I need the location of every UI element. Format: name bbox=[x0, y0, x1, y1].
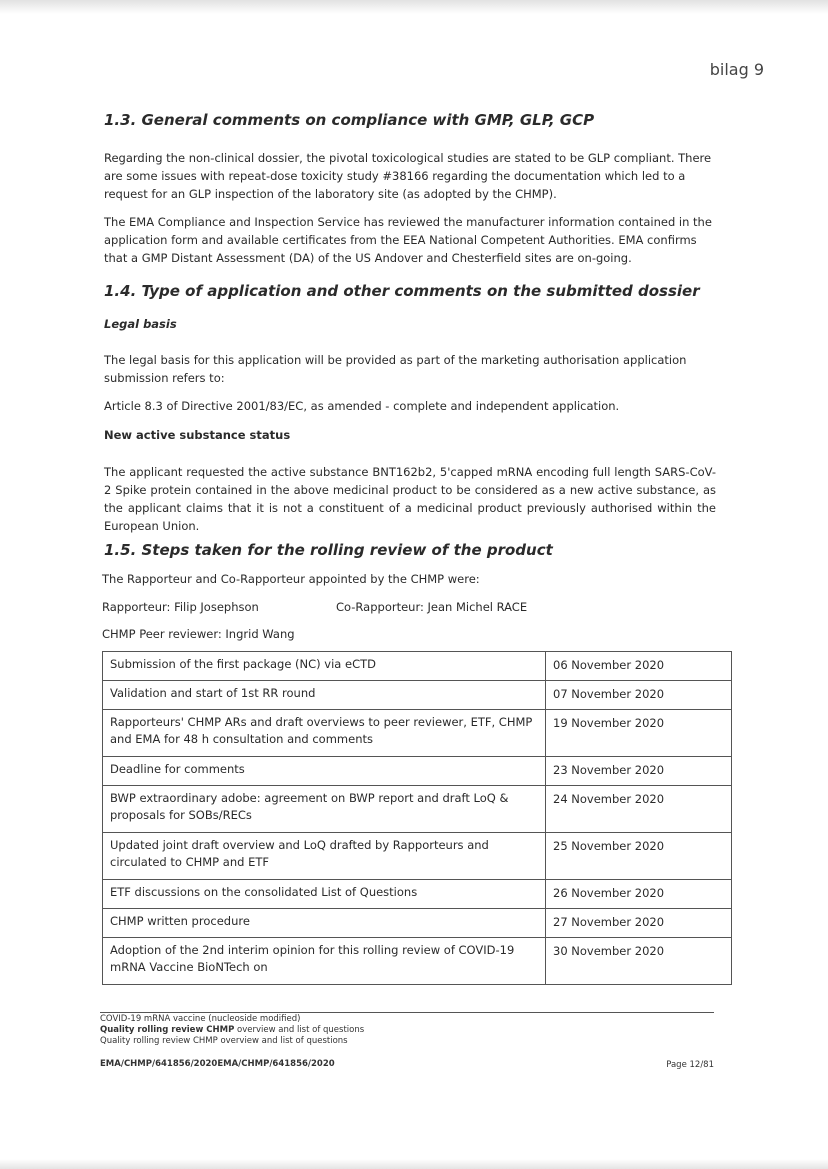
footer-reference-number: EMA/CHMP/641856/2020EMA/CHMP/641856/2020 bbox=[100, 1059, 335, 1069]
timeline-date: 24 November 2020 bbox=[546, 786, 732, 833]
footer-product-name: COVID-19 mRNA vaccine (nucleoside modified) bbox=[100, 1014, 301, 1024]
timeline-date: 25 November 2020 bbox=[546, 833, 732, 880]
co-rapporteur: Co-Rapporteur: Jean Michel RACE bbox=[336, 600, 528, 614]
timeline-step: Updated joint draft overview and LoQ drafted by Rapporteurs and circulated to CHMP and ETF bbox=[103, 833, 546, 880]
section-heading-1-5: 1.5. Steps taken for the rolling review of the product bbox=[104, 541, 553, 559]
timeline-step: Submission of the first package (NC) via eCTD bbox=[103, 652, 546, 681]
legal-basis-article: Article 8.3 of Directive 2001/83/EC, as amended - complete and independent application. bbox=[104, 399, 620, 413]
timeline-step: BWP extraordinary adobe: agreement on BWP report and draft LoQ & proposals for SOBs/RECs bbox=[103, 786, 546, 833]
peer-reviewer: CHMP Peer reviewer: Ingrid Wang bbox=[102, 627, 295, 641]
timeline-step: Rapporteurs' CHMP ARs and draft overviews to peer reviewer, ETF, CHMP and EMA for 48 h consultation and comments bbox=[103, 710, 546, 757]
timeline-step: ETF discussions on the consolidated List of Questions bbox=[103, 880, 546, 909]
section-heading-1-3: 1.3. General comments on compliance with GMP, GLP, GCP bbox=[104, 111, 595, 129]
table-row bbox=[103, 833, 732, 880]
bilag-stamp: bilag 9 bbox=[709, 60, 764, 79]
timeline-date: 26 November 2020 bbox=[546, 880, 732, 909]
new-active-substance-heading: New active substance status bbox=[104, 428, 291, 442]
timeline-step: Validation and start of 1st RR round bbox=[103, 681, 546, 710]
table-row bbox=[103, 652, 732, 681]
timeline-step: CHMP written procedure bbox=[103, 909, 546, 938]
scan-bottom-edge bbox=[0, 1159, 828, 1169]
section-1-3-paragraph-2: The EMA Compliance and Inspection Service has reviewed the manufacturer information contained in the application form and available certificates from the EEA National Competent Authorities. EMA confirms that a GMP Distant Assessment (DA) of the US Andover and Chesterfield sites are on-going. bbox=[104, 215, 712, 265]
footer-document-subtitle: Quality rolling review CHMP overview and list of questions bbox=[100, 1036, 348, 1046]
table-row bbox=[103, 710, 732, 757]
footer-document-title bbox=[100, 1025, 364, 1035]
timeline-step: Adoption of the 2nd interim opinion for this rolling review of COVID-19 mRNA Vaccine BioNTech on bbox=[103, 938, 546, 985]
legal-basis-heading: Legal basis bbox=[104, 317, 177, 331]
section-1-3-paragraph-1: Regarding the non-clinical dossier, the pivotal toxicological studies are stated to be GLP compliant. There are some issues with repeat-dose toxicity study #38166 regarding the documentation which led to a request for an GLP inspection of the laboratory site (as adopted by the CHMP). bbox=[104, 151, 712, 201]
footer-title-bold: Quality rolling review CHMP bbox=[100, 1025, 235, 1035]
timeline-date: 19 November 2020 bbox=[546, 710, 732, 757]
timeline-date: 06 November 2020 bbox=[546, 652, 732, 681]
new-active-substance-paragraph: The applicant requested the active substance BNT162b2, 5'capped mRNA encoding full length SARS-CoV-2 Spike protein contained in the above medicinal product to be considered as a new active substance, as the applicant claims that it is not a constituent of a medicinal product previously authorised within the European Union. bbox=[104, 465, 716, 533]
table-row bbox=[103, 880, 732, 909]
timeline-date: 27 November 2020 bbox=[546, 909, 732, 938]
table-row bbox=[103, 938, 732, 985]
timeline-date: 07 November 2020 bbox=[546, 681, 732, 710]
timeline-date: 30 November 2020 bbox=[546, 938, 732, 985]
scan-top-edge bbox=[0, 0, 828, 14]
rapporteurs-intro: The Rapporteur and Co-Rapporteur appointed by the CHMP were: bbox=[102, 572, 480, 586]
table-row bbox=[103, 757, 732, 786]
table-row bbox=[103, 681, 732, 710]
timeline-date: 23 November 2020 bbox=[546, 757, 732, 786]
footer-divider bbox=[100, 1012, 714, 1013]
legal-basis-paragraph: The legal basis for this application will be provided as part of the marketing authorisation application submission refers to: bbox=[104, 353, 687, 385]
page-number: Page 12/81 bbox=[666, 1060, 714, 1070]
footer-title-rest: overview and list of questions bbox=[234, 1025, 365, 1035]
rapporteur: Rapporteur: Filip Josephson bbox=[102, 600, 259, 614]
timeline-step: Deadline for comments bbox=[103, 757, 546, 786]
table-row bbox=[103, 786, 732, 833]
section-heading-1-4: 1.4. Type of application and other comments on the submitted dossier bbox=[104, 282, 700, 300]
rolling-review-timeline-table bbox=[102, 651, 732, 985]
table-row bbox=[103, 909, 732, 938]
